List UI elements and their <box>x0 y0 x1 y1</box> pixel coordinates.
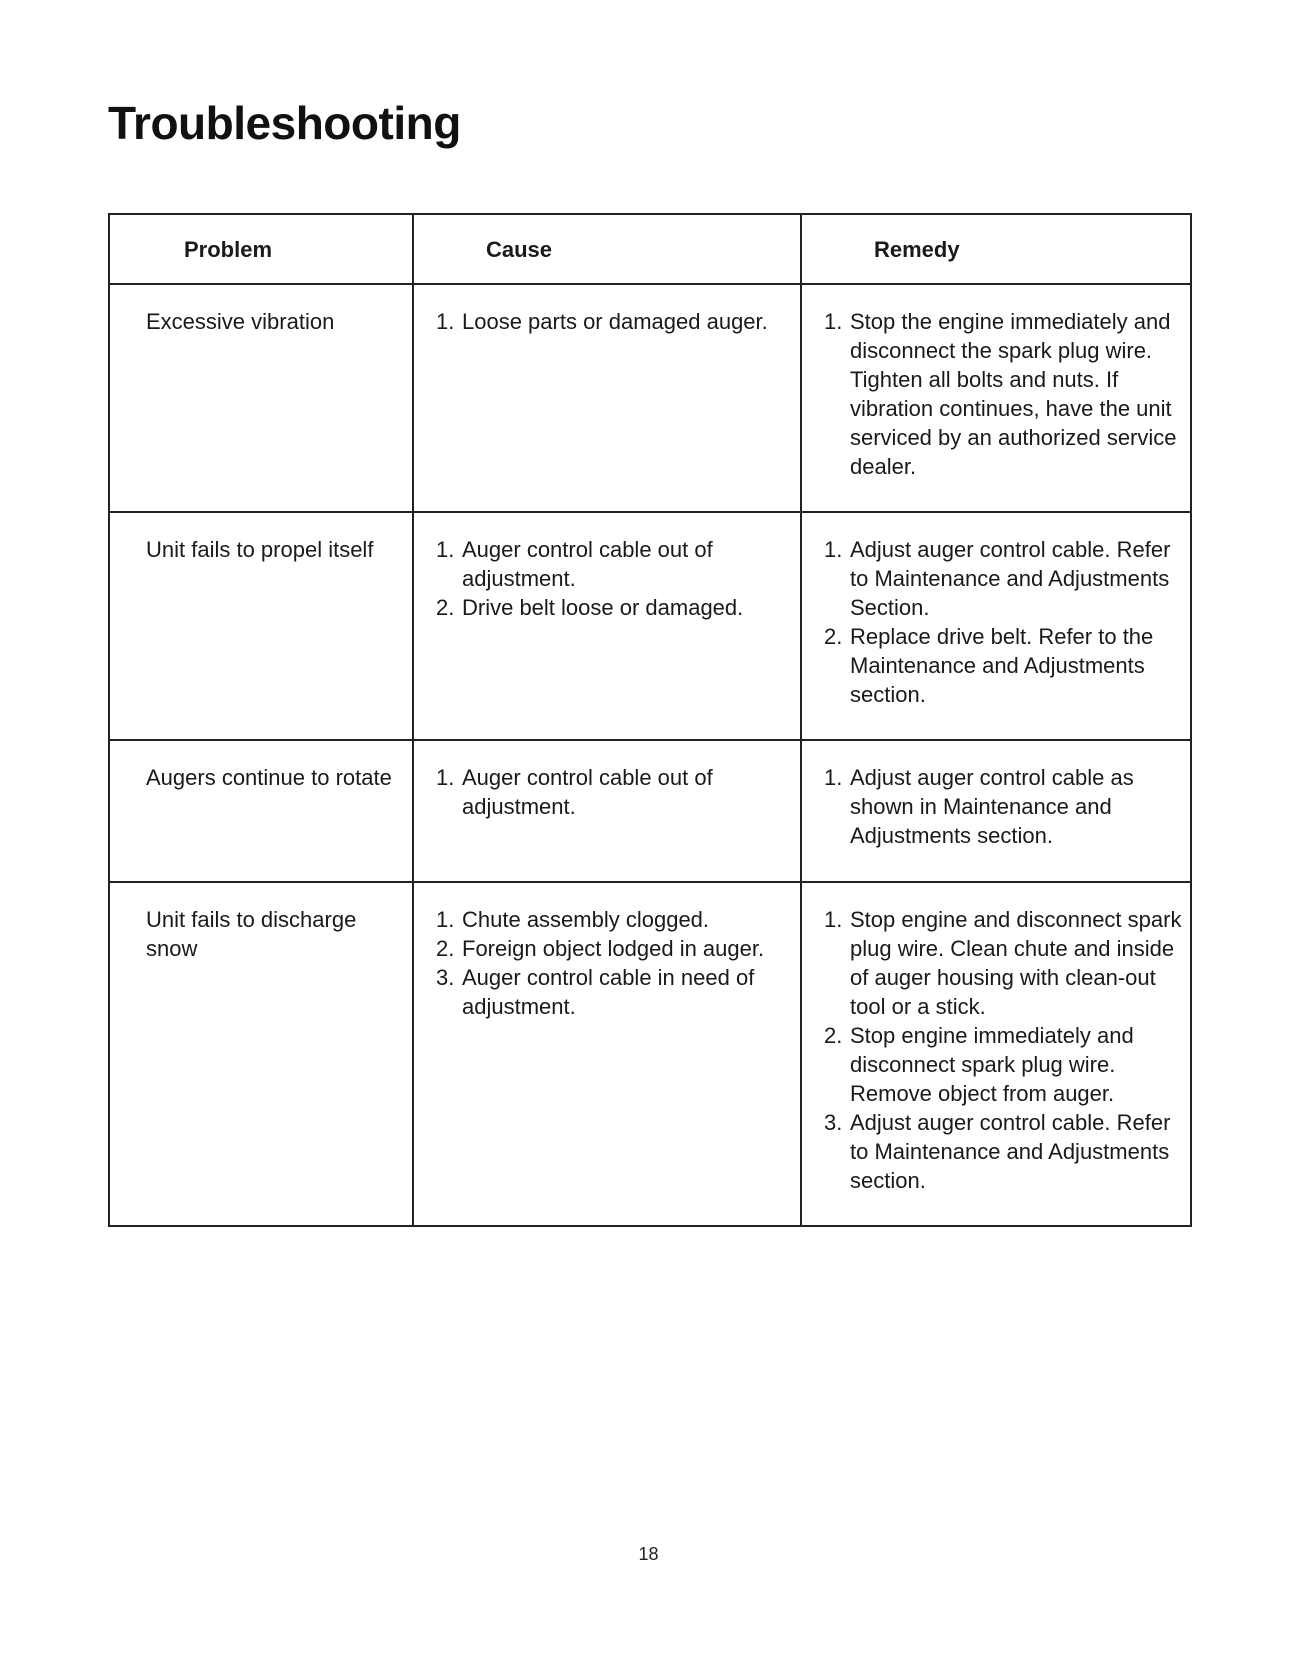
item-number: 1. <box>824 537 843 562</box>
list-item <box>824 1108 1182 1195</box>
list-item <box>824 905 1182 1021</box>
problem-cell: Unit fails to propel itself <box>109 512 413 740</box>
item-number: 1. <box>824 907 843 932</box>
remedy-cell <box>801 512 1191 740</box>
list-item <box>824 763 1182 850</box>
remedy-cell <box>801 882 1191 1226</box>
list-item <box>436 763 792 821</box>
item-text: Stop engine immediately and disconnect spark plug wire. Remove object from auger. <box>850 1023 1134 1106</box>
item-text: Loose parts or damaged auger. <box>462 309 768 334</box>
item-number: 2. <box>436 936 455 961</box>
remedy-list <box>824 763 1182 850</box>
remedy-list <box>824 307 1182 481</box>
item-text: Auger control cable in need of adjustment. <box>462 965 755 1019</box>
cause-list <box>436 535 792 622</box>
cause-cell <box>413 512 801 740</box>
remedy-list <box>824 535 1182 709</box>
cause-list <box>436 307 792 336</box>
list-item <box>824 535 1182 622</box>
remedy-list <box>824 905 1182 1195</box>
item-number: 1. <box>824 765 843 790</box>
item-text: Adjust auger control cable. Refer to Maintenance and Adjustments Section. <box>850 537 1171 620</box>
item-text: Auger control cable out of adjustment. <box>462 537 713 591</box>
table-row <box>109 740 1191 882</box>
cause-list <box>436 763 792 821</box>
list-item <box>824 622 1182 709</box>
remedy-cell <box>801 740 1191 882</box>
list-item <box>436 593 792 622</box>
item-number: 1. <box>436 765 455 790</box>
list-item <box>824 307 1182 481</box>
table-row <box>109 512 1191 740</box>
list-item <box>436 535 792 593</box>
table-row <box>109 882 1191 1226</box>
item-number: 1. <box>824 309 843 334</box>
item-text: Replace drive belt. Refer to the Maintenance and Adjustments section. <box>850 624 1154 707</box>
item-number: 2. <box>436 595 455 620</box>
problem-cell: Augers continue to rotate <box>109 740 413 882</box>
item-text: Stop engine and disconnect spark plug wire. Clean chute and inside of auger housing with clean-out tool or a stick. <box>850 907 1182 1019</box>
item-text: Adjust auger control cable as shown in Maintenance and Adjustments section. <box>850 765 1134 848</box>
header-remedy: Remedy <box>801 214 1191 284</box>
item-text: Adjust auger control cable. Refer to Maintenance and Adjustments section. <box>850 1110 1171 1193</box>
cause-cell <box>413 740 801 882</box>
item-number: 3. <box>436 965 455 990</box>
problem-cell: Unit fails to discharge snow <box>109 882 413 1226</box>
table-row <box>109 284 1191 512</box>
item-number: 1. <box>436 907 455 932</box>
cause-cell <box>413 882 801 1226</box>
header-problem: Problem <box>109 214 413 284</box>
list-item <box>436 963 792 1021</box>
item-number: 1. <box>436 537 455 562</box>
item-text: Chute assembly clogged. <box>462 907 710 932</box>
item-text: Auger control cable out of adjustment. <box>462 765 713 819</box>
list-item <box>824 1021 1182 1108</box>
list-item <box>436 934 792 963</box>
item-number: 2. <box>824 624 843 649</box>
item-number: 2. <box>824 1023 843 1048</box>
item-number: 1. <box>436 309 455 334</box>
list-item <box>436 905 792 934</box>
item-text: Drive belt loose or damaged. <box>462 595 744 620</box>
page-title: Troubleshooting <box>108 97 461 149</box>
problem-cell: Excessive vibration <box>109 284 413 512</box>
troubleshooting-table <box>108 213 1192 1227</box>
item-number: 3. <box>824 1110 843 1135</box>
header-cause: Cause <box>413 214 801 284</box>
remedy-cell <box>801 284 1191 512</box>
item-text: Stop the engine immediately and disconnect the spark plug wire. Tighten all bolts and nuts. If vibration continues, have the unit serviced by an authorized service dealer. <box>850 309 1177 479</box>
cause-cell <box>413 284 801 512</box>
cause-list <box>436 905 792 1021</box>
list-item <box>436 307 792 336</box>
table-header-row <box>109 214 1191 284</box>
item-text: Foreign object lodged in auger. <box>462 936 765 961</box>
page-number: 18 <box>638 1544 659 1564</box>
